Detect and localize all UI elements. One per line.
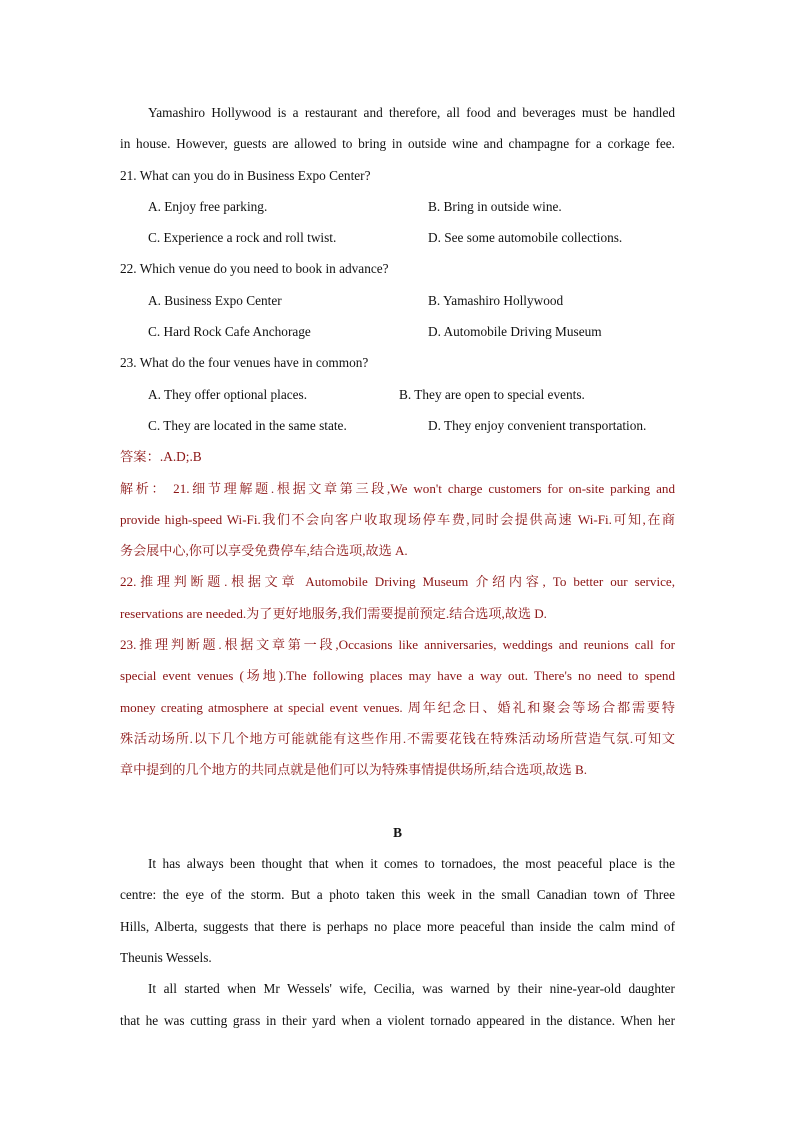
answer-key: 答案：.A.D;.B bbox=[120, 449, 202, 465]
section-b-line: Theunis Wessels. bbox=[120, 950, 212, 966]
question-21-option-b: B. Bring in outside wine. bbox=[428, 198, 562, 214]
question-22-stem: 22. Which venue do you need to book in advance? bbox=[120, 261, 389, 277]
question-23-option-a: A. They offer optional places. bbox=[148, 386, 308, 402]
question-23-option-d: D. They enjoy convenient transportation. bbox=[428, 417, 647, 433]
question-22-option-b: B. Yamashiro Hollywood bbox=[428, 292, 564, 308]
question-22-options-row-1 bbox=[120, 288, 675, 319]
question-21-option-d: D. See some automobile collections. bbox=[428, 230, 623, 246]
analysis-line: 22.推理判断题.根据文章 Automobile Driving Museum 介绍内容, To better our service, bbox=[120, 574, 675, 590]
question-21-options-row-1 bbox=[120, 194, 675, 225]
question-22-option-a: A. Business Expo Center bbox=[148, 292, 282, 308]
question-22-option-d: D. Automobile Driving Museum bbox=[428, 324, 602, 340]
analysis-line: 务会展中心,你可以享受免费停车,结合选项,故选 A. bbox=[120, 543, 408, 559]
question-23-stem: 23. What do the four venues have in common? bbox=[120, 355, 369, 371]
question-21-option-c: C. Experience a rock and roll twist. bbox=[148, 230, 337, 246]
section-b-heading: B bbox=[393, 824, 402, 840]
analysis-line: 23.推理判断题.根据文章第一段,Occasions like anniversaries, weddings and reunions call for bbox=[120, 637, 675, 653]
analysis-line: reservations are needed.为了更好地服务,我们需要提前预定.结合选项,故选 D. bbox=[120, 605, 547, 621]
analysis-line: 章中提到的几个地方的共同点就是他们可以为特殊事情提供场所,结合选项,故选 B. bbox=[120, 762, 588, 778]
question-22-options-row-2 bbox=[120, 319, 675, 350]
question-23-option-b: B. They are open to special events. bbox=[399, 386, 585, 402]
analysis-line: 解析： 21.细节理解题.根据文章第三段,We won't charge customers for on-site parking and bbox=[120, 480, 675, 496]
section-b-line: It has always been thought that when it comes to tornadoes, the most peaceful place is the bbox=[148, 856, 675, 872]
section-b-line: that he was cutting grass in their yard when a violent tornado appeared in the distance. When her bbox=[120, 1012, 675, 1028]
question-21-options-row-2 bbox=[120, 225, 675, 256]
analysis-line: provide high-speed Wi-Fi.我们不会向客户收取现场停车费,同时会提供高速 Wi-Fi.可知,在商 bbox=[120, 511, 675, 527]
analysis-line: special event venues (场地).The following places may have a way out. There's no need to spend bbox=[120, 668, 675, 684]
question-23-options-row-1 bbox=[120, 382, 675, 413]
section-b-line: Hills, Alberta, suggests that there is perhaps no place more peaceful than inside the calm mind of bbox=[120, 918, 675, 934]
analysis-block bbox=[120, 476, 675, 789]
section-b-line: centre: the eye of the storm. But a photo taken this week in the small Canadian town of Three bbox=[120, 887, 675, 903]
question-22-option-c: C. Hard Rock Cafe Anchorage bbox=[148, 324, 311, 340]
passage-a-line-1: Yamashiro Hollywood is a restaurant and therefore, all food and beverages must be handled bbox=[148, 105, 675, 120]
analysis-line: 殊活动场所.以下几个地方可能就能有这些作用.不需要花钱在特殊活动场所营造气氛.可知文 bbox=[120, 730, 675, 746]
question-23-option-c: C. They are located in the same state. bbox=[148, 417, 347, 433]
question-23-options-row-2 bbox=[120, 413, 675, 444]
section-spacer bbox=[120, 789, 675, 820]
document-page bbox=[120, 100, 675, 1039]
analysis-line: money creating atmosphere at special event venues. 周年纪念日、婚礼和聚会等场合都需要特 bbox=[120, 699, 675, 715]
question-21-option-a: A. Enjoy free parking. bbox=[148, 198, 268, 214]
question-21-stem: 21. What can you do in Business Expo Center? bbox=[120, 167, 371, 183]
section-b-line: It all started when Mr Wessels' wife, Cecilia, was warned by their nine-year-old daughter bbox=[148, 981, 675, 997]
passage-a-line-2: in house. However, guests are allowed to bring in outside wine and champagne for a corkage fee. bbox=[120, 136, 675, 152]
